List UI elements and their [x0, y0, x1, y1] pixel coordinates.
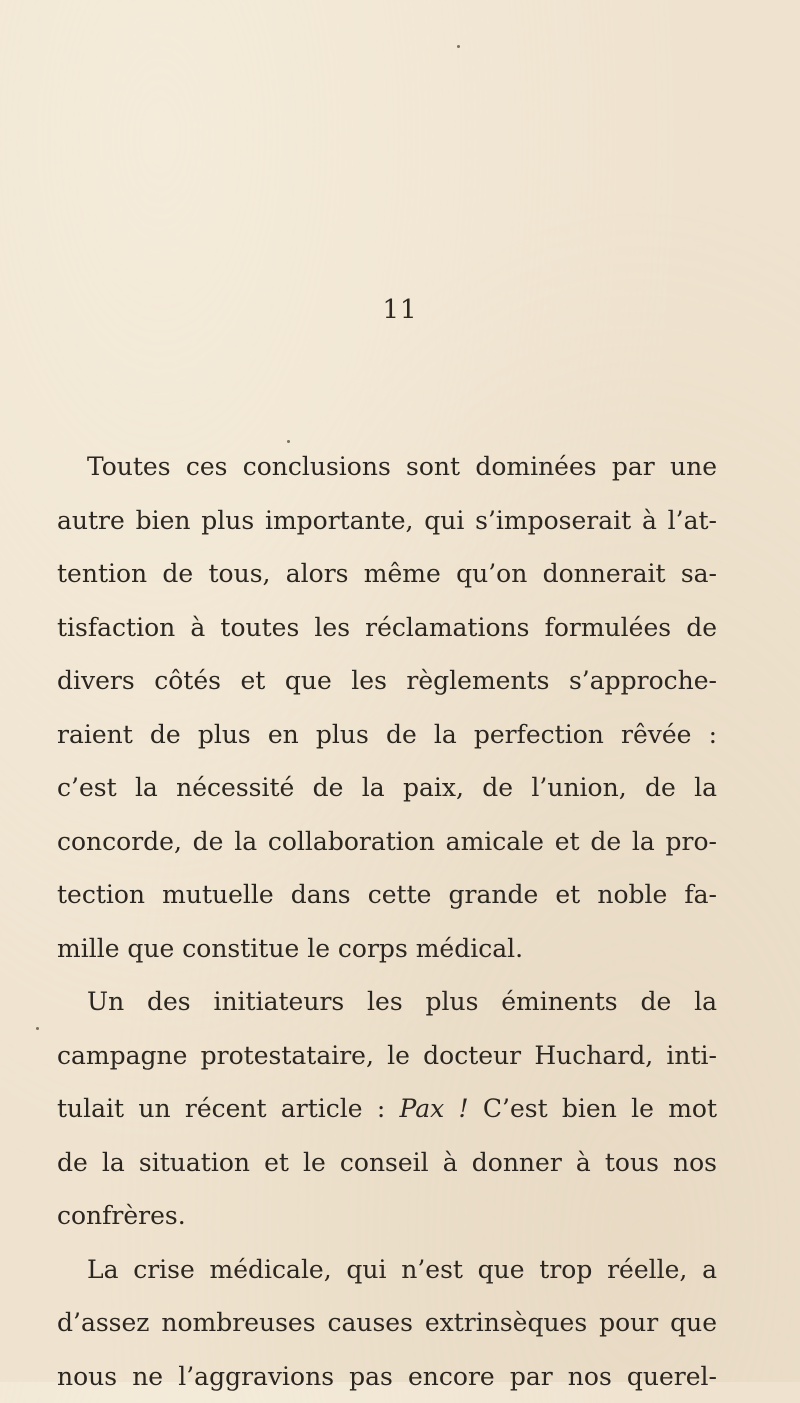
- page-number: 11: [0, 295, 800, 325]
- text-line: Toutes ces conclusions sont dominées par une: [57, 440, 717, 494]
- body-text: [57, 440, 717, 1403]
- text-line: Un des initiateurs les plus éminents de la: [57, 975, 717, 1029]
- text-segment: tulait un récent article :: [57, 1094, 400, 1123]
- text-line: [57, 1082, 717, 1136]
- text-line: tisfaction à toutes les réclamations formulées de: [57, 601, 717, 655]
- text-line: confrères.: [57, 1189, 717, 1243]
- text-segment: C’est bien le mot: [469, 1094, 717, 1123]
- text-line: d’assez nombreuses causes extrinsèques pour que: [57, 1296, 717, 1350]
- text-line: tection mutuelle dans cette grande et noble fa-: [57, 868, 717, 922]
- text-line: raient de plus en plus de la perfection rêvée :: [57, 708, 717, 762]
- text-line: de la situation et le conseil à donner à tous nos: [57, 1136, 717, 1190]
- paper-speck: [36, 1027, 39, 1030]
- paper-speck: [457, 45, 460, 48]
- text-line: concorde, de la collaboration amicale et de la pro-: [57, 815, 717, 869]
- text-line: tention de tous, alors même qu’on donnerait sa-: [57, 547, 717, 601]
- text-line: mille que constitue le corps médical.: [57, 922, 717, 976]
- text-line: autre bien plus importante, qui s’imposerait à l’at-: [57, 494, 717, 548]
- text-line: La crise médicale, qui n’est que trop réelle, a: [57, 1243, 717, 1297]
- text-line: nous ne l’aggravions pas encore par nos querel-: [57, 1350, 717, 1403]
- text-line: c’est la nécessité de la paix, de l’union, de la: [57, 761, 717, 815]
- text-line: divers côtés et que les règlements s’approche-: [57, 654, 717, 708]
- italic-title: Pax !: [400, 1094, 469, 1123]
- text-line: campagne protestataire, le docteur Huchard, inti-: [57, 1029, 717, 1083]
- paper-speck: [287, 440, 290, 443]
